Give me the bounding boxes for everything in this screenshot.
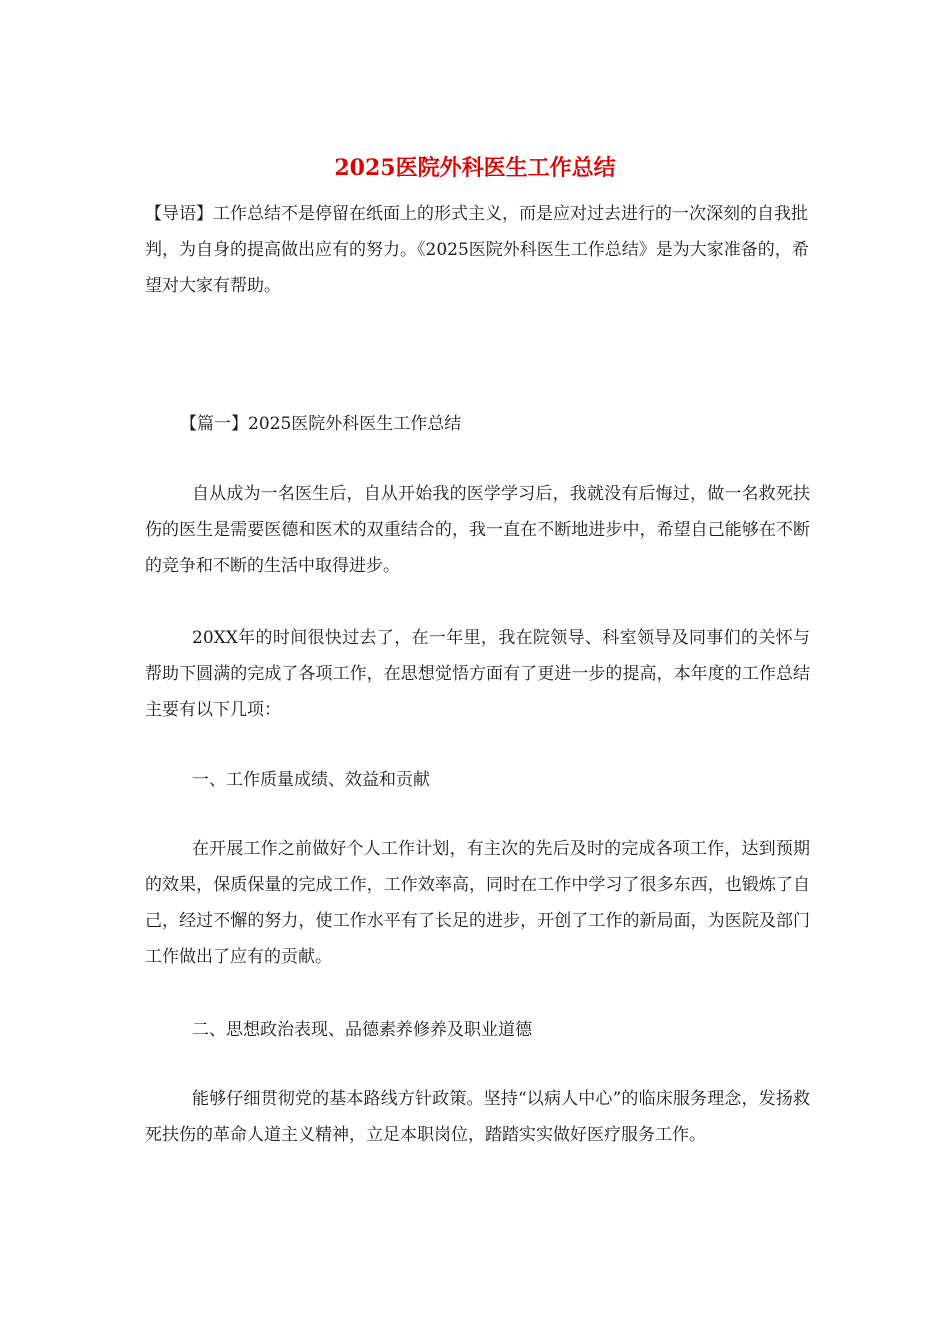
section-heading: 【篇一】2025医院外科医生工作总结 [180, 414, 462, 434]
document-title: 2025医院外科医生工作总结 [334, 155, 616, 181]
body-paragraph-3: 在开展工作之前做好个人工作计划，有主次的先后及时的完成各项工作，达到预期的效果，保质保量的完成工作，工作效率高，同时在工作中学习了很多东西，也锻炼了自己，经过不懈的努力，使工作水平有了长足的进步，开创了工作的新局面，为医院及部门工作做出了应有的贡献。 [145, 839, 810, 967]
body-paragraph-2: 20XX年的时间很快过去了，在一年里，我在院领导、科室领导及同事们的关怀与帮助下圆满的完成了各项工作，在思想觉悟方面有了更进一步的提高，本年度的工作总结主要有以下几项： [145, 628, 810, 720]
body-paragraph-4: 能够仔细贯彻党的基本路线方针政策。坚持“以病人中心”的临床服务理念，发扬救死扶伤的革命人道主义精神，立足本职岗位，踏踏实实做好医疗服务工作。 [145, 1089, 810, 1145]
body-paragraph-1: 自从成为一名医生后，自从开始我的医学学习后，我就没有后悔过，做一名救死扶伤的医生是需要医德和医术的双重结合的，我一直在不断地进步中，希望自己能够在不断的竞争和不断的生活中取得进步。 [145, 484, 810, 576]
intro-paragraph: 【导语】工作总结不是停留在纸面上的形式主义，而是应对过去进行的一次深刻的自我批判，为自身的提高做出应有的努力。《2025医院外科医生工作总结》是为大家准备的，希望对大家有帮助。 [145, 204, 809, 296]
subheading-work-quality: 一、工作质量成绩、效益和贡献 [192, 770, 430, 790]
subheading-ethics: 二、思想政治表现、品德素养修养及职业道德 [192, 1020, 532, 1040]
